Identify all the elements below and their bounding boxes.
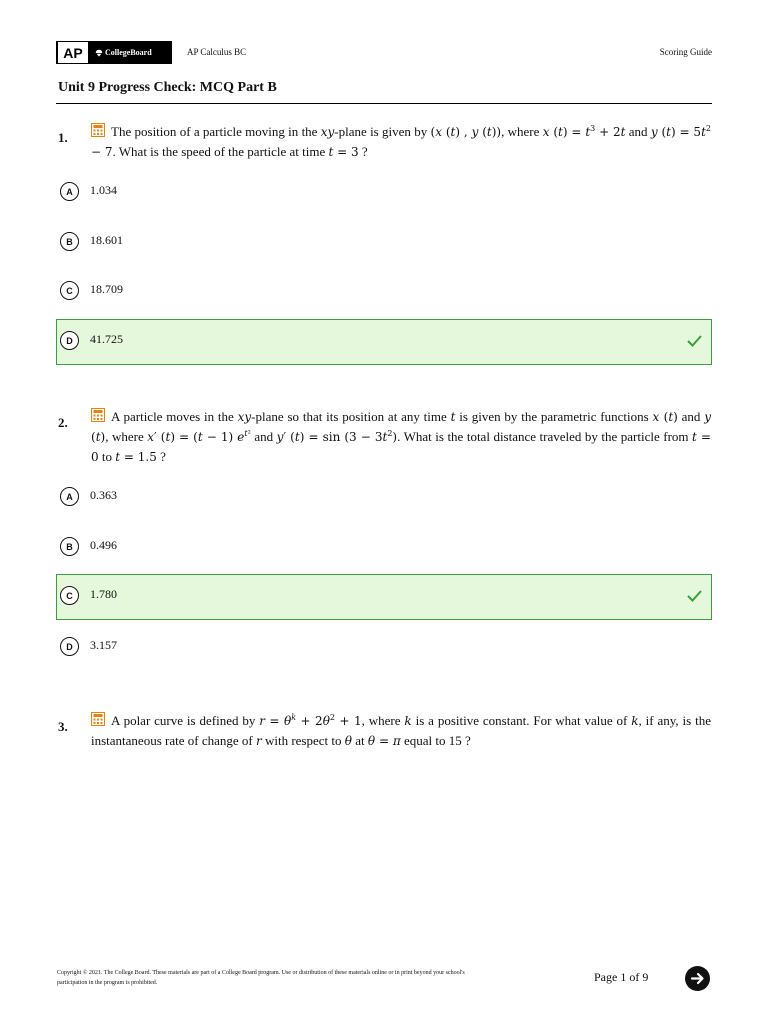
option-letter: C: [60, 586, 79, 605]
option-value: 3.157: [90, 638, 117, 652]
title-divider: [56, 103, 712, 104]
checkmark-icon: [686, 332, 703, 349]
option-value: 18.601: [90, 233, 123, 247]
calculator-icon[interactable]: [91, 408, 105, 422]
question-number: 2.: [58, 415, 68, 430]
next-page-button[interactable]: [685, 966, 710, 991]
option-letter: A: [60, 487, 79, 506]
next-arrow-icon: [690, 971, 705, 986]
answer-option[interactable]: [56, 170, 712, 214]
option-value: 1.034: [90, 183, 117, 197]
acorn-icon: [95, 49, 103, 57]
page-number: Page 1 of 9: [594, 970, 649, 984]
option-value: 41.725: [90, 332, 123, 346]
option-value: 18.709: [90, 282, 123, 296]
answer-option-correct[interactable]: [56, 319, 712, 365]
answer-option[interactable]: [56, 475, 712, 519]
option-value: 0.496: [90, 538, 117, 552]
question-1-text: The position of a particle moving in the xy-plane is given by (x (t) , y (t)), where x $(t) = t^3 + 2t$ and y $(t) = 5t^2 - 7$. What is the speed of the particle at time t = 3 ?: [91, 124, 711, 159]
collegeboard-logo: [95, 48, 152, 57]
option-letter: A: [60, 182, 79, 201]
option-letter: B: [60, 537, 79, 556]
page-header: [56, 41, 712, 65]
answer-option[interactable]: [56, 220, 712, 264]
option-value: 1.780: [90, 587, 117, 601]
copyright-notice: Copyright © 2021. The College Board. These materials are part of a College Board program. Use or distribution of these materials online or in print beyond your school's participation in the program is prohibited.: [57, 970, 465, 986]
checkmark-icon: [686, 587, 703, 604]
question-2-text: A particle moves in the xy-plane so that its position at any time t is given by the parametric functions x (t) and y (t), where x′ (t) = (t − 1) $e^{t^2}$ and y′ $(t) = \sin (3 - 3t^2)$. What is the total distance traveled by the particle from t = 0 to t = 1.5 ?: [91, 409, 712, 464]
option-letter: C: [60, 281, 79, 300]
answer-option-correct[interactable]: [56, 574, 712, 620]
option-letter: D: [60, 331, 79, 350]
question-3-text: A polar curve is defined by $r = \theta^k + 2\theta^2 + 1$, where k is a positive constant. For what value of k, if any, is the instantaneous rate of change of r with respect to θ at θ = π equal to 15 ?: [91, 713, 711, 748]
page-title: Unit 9 Progress Check: MCQ Part B: [58, 80, 277, 95]
collegeboard-text: CollegeBoard: [105, 48, 152, 57]
scoring-guide-label: Scoring Guide: [659, 47, 712, 57]
option-letter: D: [60, 637, 79, 656]
answer-option[interactable]: [56, 625, 712, 669]
option-letter: B: [60, 232, 79, 251]
question-number: 3.: [58, 719, 68, 734]
answer-option[interactable]: [56, 269, 712, 313]
answer-option[interactable]: [56, 525, 712, 569]
calculator-icon[interactable]: [91, 712, 105, 726]
course-name: AP Calculus BC: [187, 47, 247, 57]
calculator-icon[interactable]: [91, 123, 105, 137]
question-number: 1.: [58, 130, 68, 145]
ap-collegeboard-logo: [56, 41, 172, 64]
option-value: 0.363: [90, 488, 117, 502]
ap-logo: AP: [57, 41, 89, 64]
